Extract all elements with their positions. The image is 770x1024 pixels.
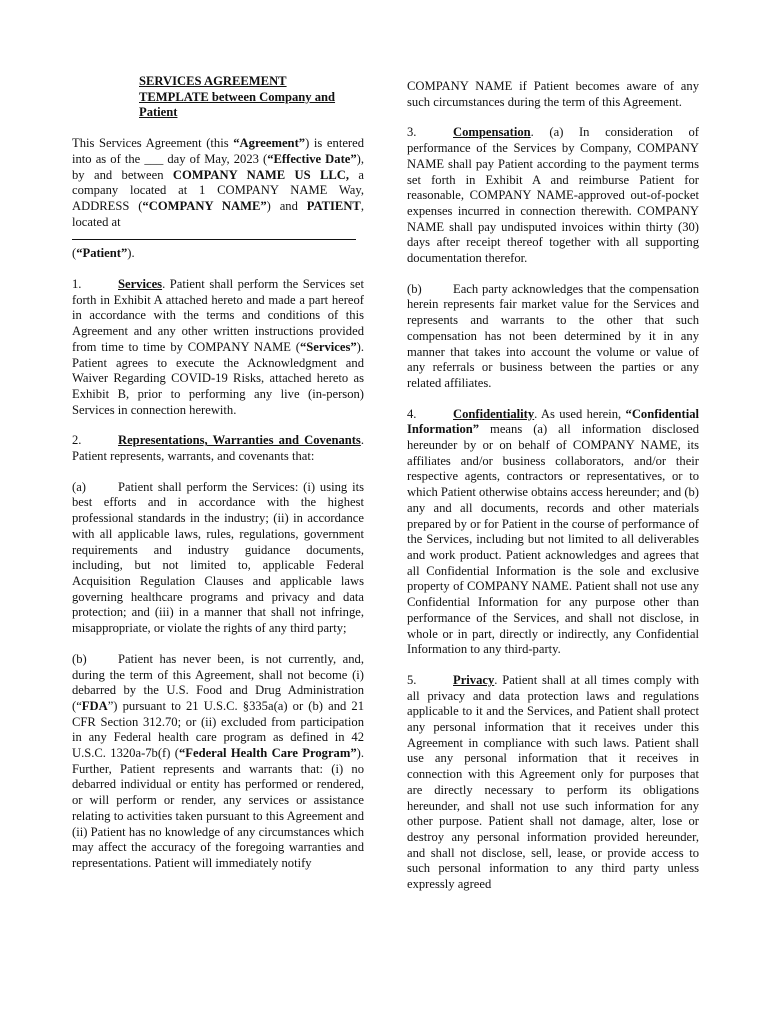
section-text: . Patient shall at all times comply with all privacy and data protection laws and regulations applicable to it and the Services, and Patient shall protect any personal information that it receives under this Agreement in compliance with such laws. Patient shall use any personal information that it receives in connection with this Agreement only for purposes that are directly necessary to perform its obligations hereunder, and shall not use such information for any other purpose. Patient shall not damage, alter, lose or destroy any personal information provided hereunder, and shall not disclose, sell, lease, or provide access to such personal information to any third party unless expressly agreed: [407, 672, 699, 892]
section-heading: Confidentiality: [453, 406, 535, 421]
section-number: 4.: [407, 406, 417, 421]
agreement-term: “Agreement”: [233, 136, 306, 151]
intro-text: ) and: [266, 198, 307, 213]
intro-text: ), by and between: [72, 151, 364, 182]
clause-label: (b): [407, 281, 422, 296]
clause-text: ”) pursuant to 21 U.S.C. §335a(a) or (b) and 21 CFR Section 312.70; or (ii) excluded from participation in any Federal health care program as defined in 42 U.S.C. 1320a-7b(f) (: [72, 698, 364, 761]
intro-text: , located at: [72, 198, 364, 229]
document-title: SERVICES AGREEMENT TEMPLATE between Company and Patient: [139, 74, 336, 120]
section-text: means (a) all information disclosed hereunder by or on behalf of COMPANY NAME, its affiliates and/or business collaborators, and/or their respective agents, contractors or representatives, or to which Patient otherwise obtains access hereunder; and (b) any and all documents, records and other materials prepared by or for Patient in the course of performance of the Services, including but not limited to all deliverables and work product. Patient acknowledges and agrees that all Confidential Information is the sole and exclusive property of COMPANY NAME. Patient shall not use any Confidential Information for any purpose other than performance of the Services, and shall not disclose, in whole or in part, directly or indirectly, any Confidential Information to any third-party.: [407, 422, 700, 657]
address-blank-line: [72, 230, 356, 240]
intro-text: This Services Agreement (this: [72, 136, 234, 151]
intro-text: (: [72, 246, 77, 261]
clause-text: Each party acknowledges that the compensation herein represents fair market value for the Services and represents and warrants to the other that such compensation has not been determined by it in any manner that takes into account the volume or value of any referrals or business between the parties or any related affiliates.: [407, 281, 699, 390]
intro-paragraph: [72, 136, 364, 262]
section-2b: [72, 652, 364, 872]
clause-text: Patient has never been, is not currently, and, during the term of this Agreement, shall not become (i) debarred by the U.S. Food and Drug Administration (“: [72, 651, 364, 713]
company-defined-term: “COMPANY NAME”: [142, 198, 267, 213]
left-column: [72, 74, 364, 887]
clause-text: Patient shall perform the Services: (i) using its best efforts and in accordance with the highest professional standards in the industry; (ii) in accordance with all applicable laws, rules, regulations, government requirements and industry guidance documents, including, but not limited to, applicable Federal Acquisition Regulation Clauses and applicable laws governing healthcare programs and privacy and data protection; and (iii) in a manner that shall not infringe, misappropriate, or violate the rights of any third party;: [72, 479, 364, 636]
section-heading: Compensation: [453, 125, 531, 140]
clause-text: ). Further, Patient represents and warrants that: (i) no debarred individual or entity has performed or rendered, or will perform or render, any services or assistance relating to activities taken pursuant to this Agreement and (ii) Patient has no knowledge of any circumstances which may affect the accuracy of the foregoing warranties and representations. Patient will immediately notify: [72, 746, 364, 870]
section-heading: Privacy: [453, 672, 495, 687]
clause-label: (a): [72, 479, 86, 494]
section-text: . (a) In consideration of performance of the Services by Company, COMPANY NAME shall pay Patient according to the payment terms set forth in Exhibit A and reimburse Patient for reasonable, COMPANY NAME-approved out-of-pocket expenses incurred in connection therewith. COMPANY NAME shall pay undisputed invoices within thirty (30) days after receipt thereof together with all supporting documentation therefor.: [407, 125, 699, 266]
section-2a: [72, 480, 364, 637]
section-text: ). Patient agrees to execute the Acknowledgment and Waiver Regarding COVID-19 Risks, attached hereto as Exhibit B, prior to performing any live (in-person) Services in connection herewith.: [72, 339, 364, 417]
confidential-info-term: “Confidential Information”: [407, 406, 699, 437]
intro-text: ).: [127, 246, 135, 261]
fda-term: FDA: [81, 698, 108, 713]
federal-program-term: “Federal Health Care Program”: [178, 746, 357, 761]
section-text: . Patient represents, warrants, and covenants that:: [72, 433, 364, 464]
patient-term: PATIENT: [306, 198, 361, 213]
section-text: . Patient shall perform the Services set forth in Exhibit A attached hereto and made a part hereof in accordance with the terms and conditions of this Agreement and any other written instructions provided from time to time by COMPANY NAME (: [72, 277, 364, 354]
effective-date-term: “Effective Date”: [267, 151, 357, 166]
section-5-privacy: [407, 673, 699, 893]
intro-text: a company located at 1 COMPANY NAME Way, ADDRESS (: [72, 167, 364, 213]
clause-label: (b): [72, 651, 87, 666]
patient-defined-term: “Patient”: [76, 246, 128, 261]
continuation-paragraph: COMPANY NAME if Patient becomes aware of any such circumstances during the term of this Agreement.: [407, 79, 699, 109]
section-number: 2.: [72, 433, 82, 448]
section-3-compensation: [407, 125, 699, 266]
section-heading: Services: [118, 277, 163, 292]
section-number: 3.: [407, 125, 417, 140]
section-4-confidentiality: [407, 407, 699, 658]
section-number: 1.: [72, 277, 82, 292]
services-defined-term: “Services”: [300, 339, 357, 354]
section-number: 5.: [407, 672, 417, 687]
section-3b: [407, 282, 699, 392]
intro-text: ) is entered into as of the ___ day of May, 2023 (: [72, 136, 364, 166]
section-text: . As used herein,: [534, 406, 626, 421]
section-heading: Representations, Warranties and Covenants: [118, 433, 361, 448]
section-2-representations: [72, 433, 364, 464]
company-name-term: COMPANY NAME US LLC,: [172, 167, 350, 182]
right-column: [407, 79, 699, 908]
section-1-services: [72, 277, 364, 418]
